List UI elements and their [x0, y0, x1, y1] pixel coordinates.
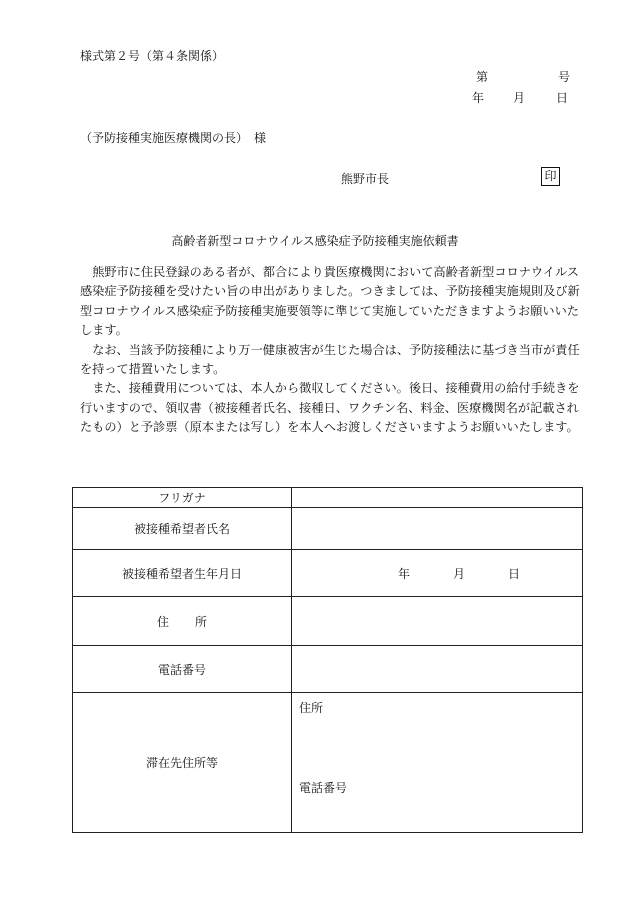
body-text [80, 263, 580, 438]
day-label: 日 [555, 91, 568, 105]
table-row [73, 488, 583, 508]
applicant-form-table [72, 487, 583, 833]
table-row [73, 646, 583, 693]
table-row [73, 597, 583, 646]
phone-value[interactable] [292, 646, 583, 693]
table-row [73, 550, 583, 597]
stay-address-sub-label: 住所 [299, 701, 324, 715]
issuer-name: 熊野市長 [341, 172, 390, 186]
number-suffix: 号 [557, 70, 570, 84]
year-label: 年 [472, 91, 485, 105]
paragraph-liability: なお、当該予防接種により万一健康被害が生じた場合は、予防接種法に基づき当市が責任を持って措置いたします。 [80, 342, 580, 377]
birthdate-label: 被接種希望者生年月日 [73, 550, 292, 597]
birth-month-label: 月 [453, 567, 466, 581]
birth-year-label: 年 [398, 567, 411, 581]
table-row [73, 693, 583, 833]
number-prefix: 第 [476, 70, 489, 84]
name-value[interactable] [292, 508, 583, 550]
paragraph-request: 熊野市に住民登録のある者が、都合により貴医療機関において高齢者新型コロナウイルス感染症予防接種を受けたい旨の申出がありました。つきましては、予防接種実施規則及び新型コロナウイルス感染症予防接種実施要領等に準じて実施していただきますようお願いいたします。 [80, 265, 580, 338]
address-label [73, 597, 292, 646]
address-value[interactable] [292, 597, 583, 646]
table-row [73, 508, 583, 550]
name-label: 被接種希望者氏名 [73, 508, 292, 550]
seal-box: 印 [541, 167, 560, 186]
document-title: 高齢者新型コロナウイルス感染症予防接種実施依頼書 [171, 234, 459, 248]
address-label-b: 所 [195, 614, 208, 629]
address-label-a: 住 [156, 614, 169, 629]
month-label: 月 [513, 91, 526, 105]
phone-label: 電話番号 [73, 646, 292, 693]
stay-phone-sub-label: 電話番号 [299, 781, 348, 795]
furigana-value[interactable] [292, 488, 583, 508]
form-number-label: 様式第２号（第４条関係） [80, 49, 225, 63]
stay-address-label: 滞在先住所等 [73, 693, 292, 833]
stay-address-value[interactable] [292, 693, 583, 833]
addressee: （予防接種実施医療機関の長） 様 [80, 131, 267, 145]
birth-day-label: 日 [508, 567, 521, 581]
birthdate-value[interactable] [292, 550, 583, 597]
furigana-label: フリガナ [73, 488, 292, 508]
paragraph-fee: また、接種費用については、本人から徴収してください。後日、接種費用の給付手続きを行いますので、領収書（被接種者氏名、接種日、ワクチン名、料金、医療機関名が記載されたもの）と予診票（原本または写し）を本人へお渡しくださいますようお願いいたします。 [80, 381, 580, 435]
